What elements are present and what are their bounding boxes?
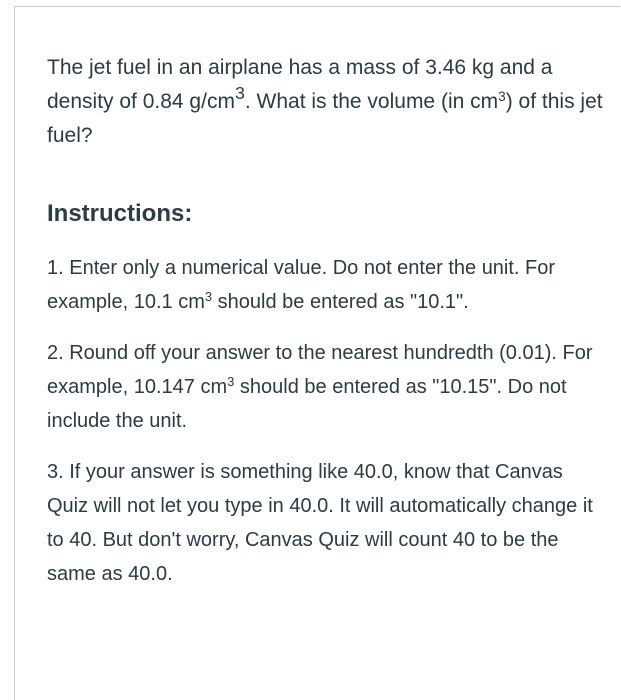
instruction-item-2-part1: 2. Round off your answer to the nearest hundredth (0.01). For example, 10.147 cm (47, 342, 593, 398)
question-content (47, 51, 607, 591)
instruction-item-2-part2: should be entered as "10.15". Do not include the unit. (47, 376, 567, 432)
instruction-item-1-part1: 1. Enter only a numerical value. Do not enter the unit. For example, 10.1 cm (47, 257, 556, 313)
instruction-item-1-superscript: 3 (204, 288, 213, 304)
question-superscript-2: 3 (498, 88, 506, 104)
question-superscript-1: 3 (234, 83, 245, 104)
instruction-item-2 (47, 336, 607, 438)
instruction-item-1 (47, 251, 607, 319)
instruction-item-1-part2: should be entered as "10.1". (212, 291, 469, 313)
quiz-question-card (14, 6, 620, 700)
question-text-part3: ) of this jet fuel? (47, 90, 603, 147)
instruction-item-2-superscript: 3 (227, 373, 235, 389)
question-text-part1: The jet fuel in an airplane has a mass of 3.46 kg and a density of 0.84 g/cm (47, 56, 553, 113)
question-text (47, 51, 607, 153)
instruction-item-3: 3. If your answer is something like 40.0, know that Canvas Quiz will not let you type in 40.0. It will automatically change it to 40. But don't worry, Canvas Quiz will count 40 to be the same as 40.0. (47, 461, 593, 585)
instructions-heading: Instructions: (47, 200, 193, 227)
question-text-part2: . What is the volume (in cm (244, 90, 499, 113)
